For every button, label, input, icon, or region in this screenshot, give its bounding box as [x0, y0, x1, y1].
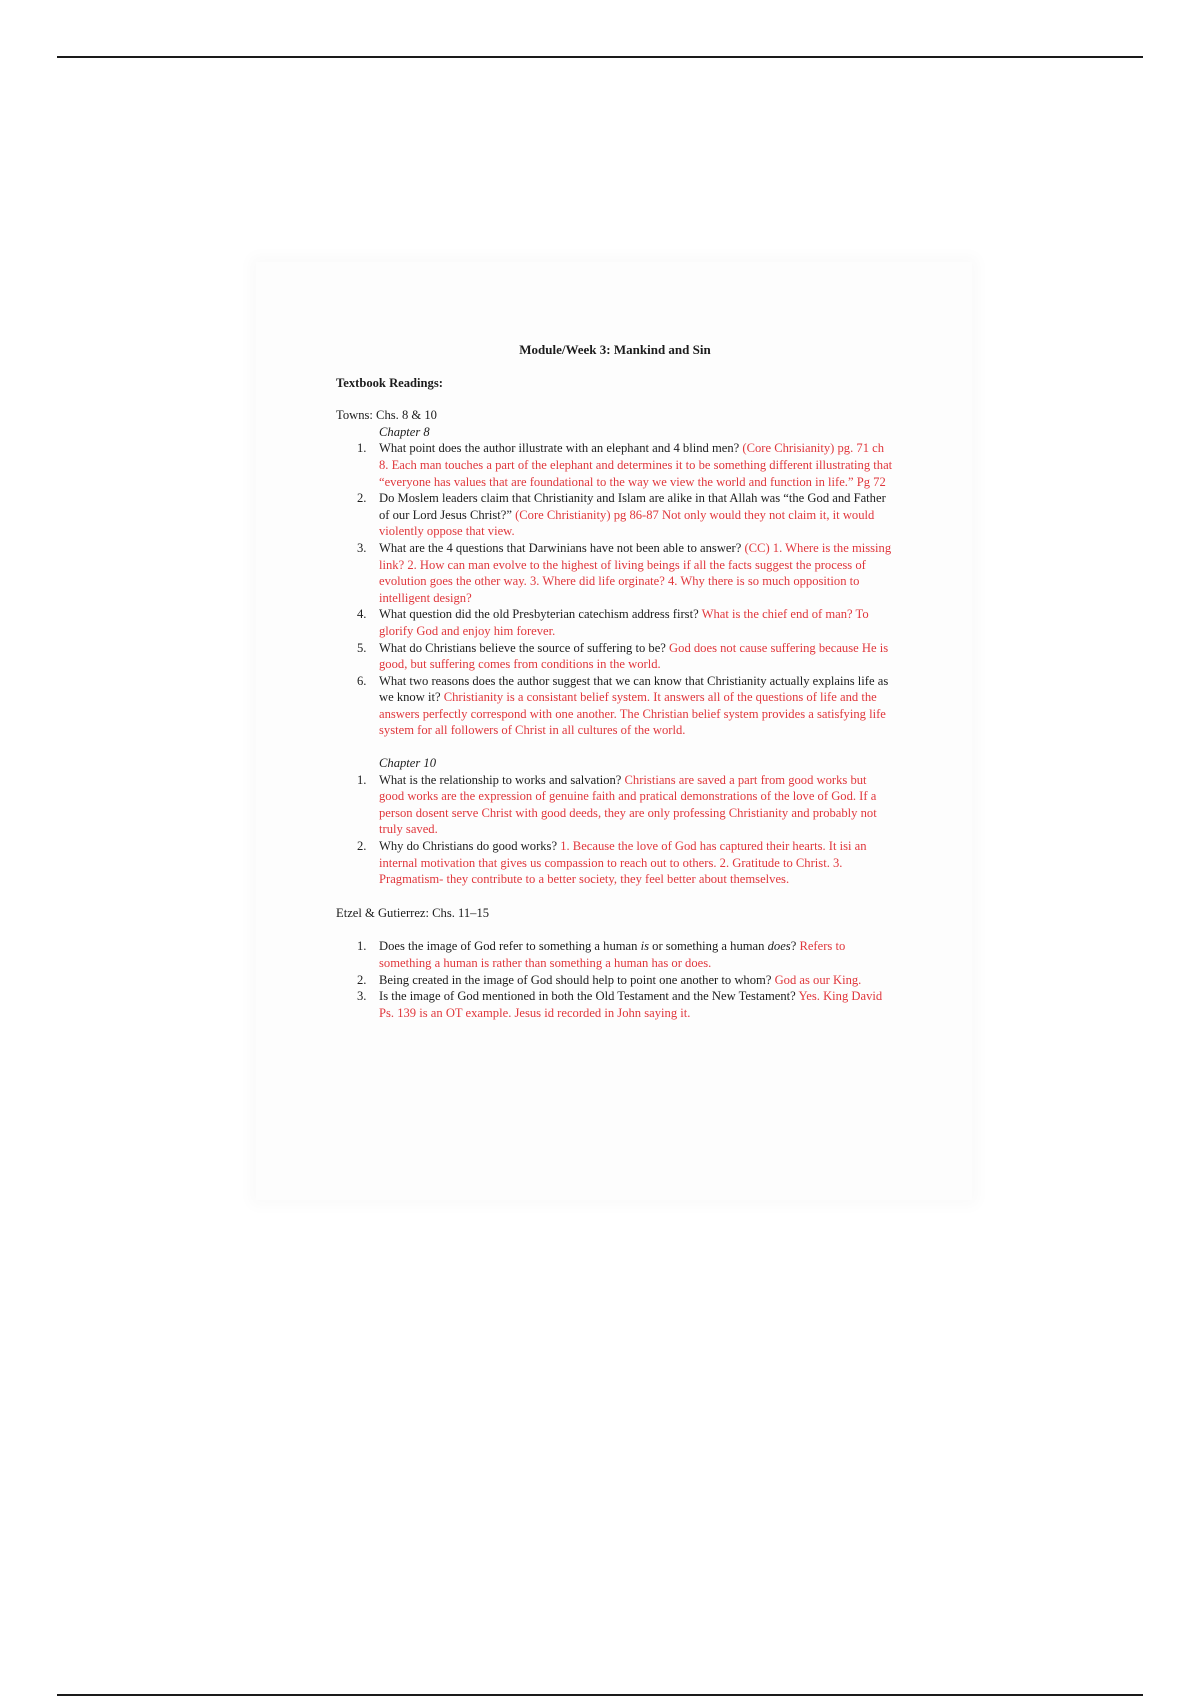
- item-number: 2.: [357, 839, 367, 854]
- answer-text: Yes. King David Ps. 139 is an OT example. Jesus id recorded in John saying it.: [379, 989, 883, 1020]
- item-number: 3.: [357, 540, 367, 555]
- question-text: What is the relationship to works and salvation?: [379, 772, 625, 787]
- answer-text: Christians are saved a part from good works but good works are the expression of genuine faith and pratical demonstrations of the love of God. If a person dosent serve Christ with good deeds, they are only professing Christianity and probably not truly saved.: [379, 772, 877, 837]
- question-text: Why do Christians do good works?: [379, 839, 561, 854]
- emphasis-text: is: [640, 939, 650, 954]
- list-item: [336, 838, 894, 888]
- chapter-8-questions: [336, 440, 894, 739]
- list-item: [336, 606, 894, 639]
- readings-heading: Textbook Readings:: [336, 375, 443, 390]
- bottom-rule: [57, 1694, 1143, 1696]
- question-text: Do Moslem leaders claim that Christianity and Islam are alike in that Allah was “the God and Father of our Lord Jesus Christ?”: [379, 491, 886, 522]
- question-part: Does the image of God refer to something a human: [379, 939, 641, 954]
- item-number: 3.: [357, 989, 367, 1004]
- question-text: [379, 939, 799, 953]
- question-text: Being created in the image of God should help to point one another to whom?: [379, 972, 775, 987]
- answer-text: (Core Chrisianity) pg. 71 ch 8. Each man touches a part of the elephant and determines it to be something different illustrating that “everyone has values that are foundational to the way we view the world and function in life.” Pg 72: [379, 441, 893, 489]
- question-text: What are the 4 questions that Darwinians have not been able to answer?: [379, 540, 745, 555]
- chapter-10-questions: [336, 772, 894, 888]
- item-number: 2.: [357, 491, 367, 506]
- list-item: [336, 540, 894, 606]
- question-part: ?: [790, 939, 800, 954]
- answer-text: God as our King.: [774, 972, 862, 987]
- item-number: 6.: [357, 673, 367, 688]
- question-text: What question did the old Presbyterian catechism address first?: [379, 607, 702, 622]
- question-text: What do Christians believe the source of suffering to be?: [379, 640, 670, 655]
- chapter-8-heading: Chapter 8: [379, 424, 430, 439]
- emphasis-text: does: [767, 939, 791, 954]
- list-item: [336, 938, 894, 971]
- list-item: [336, 988, 894, 1021]
- answer-text: God does not cause suffering because He is good, but suffering comes from conditions in the world.: [379, 640, 889, 672]
- answer-text: (CC) 1. Where is the missing link? 2. How can man evolve to the highest of living beings if all the facts suggest the process of evolution goes the other way. 3. Where did life orginate? 4. Why there is so much opposition to intelligent design?: [379, 540, 892, 605]
- answer-text: What is the chief end of man? To glorify God and enjoy him forever.: [379, 607, 869, 638]
- question-text: What two reasons does the author suggest that we can know that Christianity actually explains life as we know it?: [379, 673, 889, 705]
- item-number: 4.: [357, 607, 367, 622]
- document-page: [256, 262, 972, 1200]
- page-title: Module/Week 3: Mankind and Sin: [519, 342, 711, 357]
- towns-reading-label: Towns: Chs. 8 & 10: [336, 408, 437, 423]
- answer-text: Christianity is a consistant belief system. It answers all of the questions of life and the answers perfectly correspond with one another. The Christian belief system provides a satisfying life system for all followers of Christ in all cultures of the world.: [379, 690, 886, 738]
- question-text: What point does the author illustrate with an elephant and 4 blind men?: [379, 441, 743, 456]
- document-content: [336, 342, 894, 1021]
- item-number: 1.: [357, 772, 367, 787]
- list-item: [336, 640, 894, 673]
- question-text: Is the image of God mentioned in both the Old Testament and the New Testament?: [379, 989, 799, 1004]
- list-item: [336, 772, 894, 838]
- item-number: 1.: [357, 441, 367, 456]
- answer-text: (Core Christianity) pg 86-87 Not only would they not claim it, it would violently oppose that view.: [379, 507, 875, 539]
- item-number: 2.: [357, 972, 367, 987]
- list-item: [336, 972, 894, 989]
- etzel-questions: [336, 938, 894, 1021]
- answer-text: 1. Because the love of God has captured their hearts. It isi an internal motivation that gives us compassion to reach out to others. 2. Gratitude to Christ. 3. Pragmatism- they contribute to a better society, they feel better about themselves.: [379, 839, 867, 887]
- answer-text: Refers to something a human is rather than something a human has or does.: [379, 939, 846, 970]
- chapter-10-heading: Chapter 10: [379, 756, 437, 771]
- list-item: [336, 673, 894, 739]
- top-rule: [57, 56, 1143, 58]
- list-item: [336, 490, 894, 540]
- list-item: [336, 440, 894, 490]
- item-number: 5.: [357, 640, 367, 655]
- item-number: 1.: [357, 939, 367, 954]
- etzel-reading-label: Etzel & Gutierrez: Chs. 11–15: [336, 905, 490, 920]
- question-part: or something a human: [649, 939, 768, 954]
